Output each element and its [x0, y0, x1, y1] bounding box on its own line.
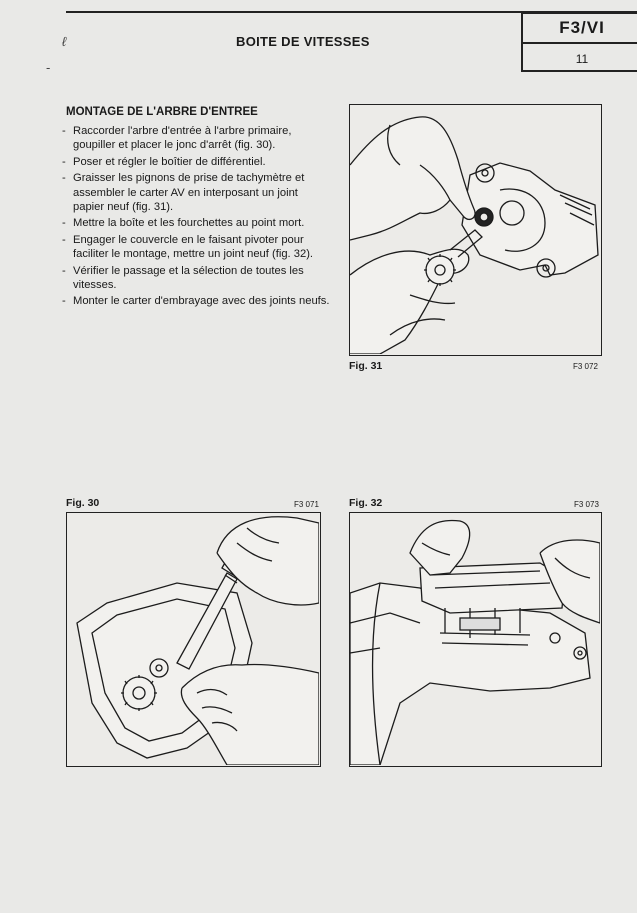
procedure-steps	[62, 124, 332, 311]
figure-32-reference: F3 073	[574, 500, 599, 509]
procedure-step: - Poser et régler le boîtier de différentiel.	[62, 155, 332, 169]
page-number: 11	[575, 52, 589, 66]
figure-30-label: Fig. 30	[66, 497, 100, 509]
figure-30-reference: F3 071	[294, 500, 319, 509]
figure-32-illustration	[349, 512, 602, 767]
margin-mark: ℓ	[62, 34, 67, 49]
margin-mark: -	[46, 60, 51, 75]
procedure-step: - Monter le carter d'embrayage avec des joints neufs.	[62, 294, 332, 308]
page-title: BOITE DE VITESSES	[236, 34, 370, 49]
procedure-step: - Engager le couvercle en le faisant pivoter pour faciliter le montage, mettre un joint neuf (fig. 32).	[62, 233, 332, 262]
reference-box	[521, 12, 637, 72]
section-title: MONTAGE DE L'ARBRE D'ENTREE	[66, 106, 258, 118]
figure-31-label: Fig. 31	[349, 360, 383, 372]
manual-reference-code: F3/VI	[559, 18, 605, 37]
reference-divider	[523, 42, 637, 44]
figure-31-reference: F3 072	[573, 362, 598, 371]
figure-31-illustration	[349, 104, 602, 356]
procedure-step: - Mettre la boîte et les fourchettes au point mort.	[62, 216, 332, 230]
figure-30-illustration	[66, 512, 321, 767]
procedure-step: - Graisser les pignons de prise de tachymètre et assembler le carter AV en interposant un joint papier neuf (fig. 31).	[62, 171, 332, 214]
figure-32-label: Fig. 32	[349, 497, 383, 509]
procedure-step: - Vérifier le passage et la sélection de toutes les vitesses.	[62, 264, 332, 293]
procedure-step: - Raccorder l'arbre d'entrée à l'arbre primaire, goupiller et placer le jonc d'arrêt (fig. 30).	[62, 124, 332, 153]
